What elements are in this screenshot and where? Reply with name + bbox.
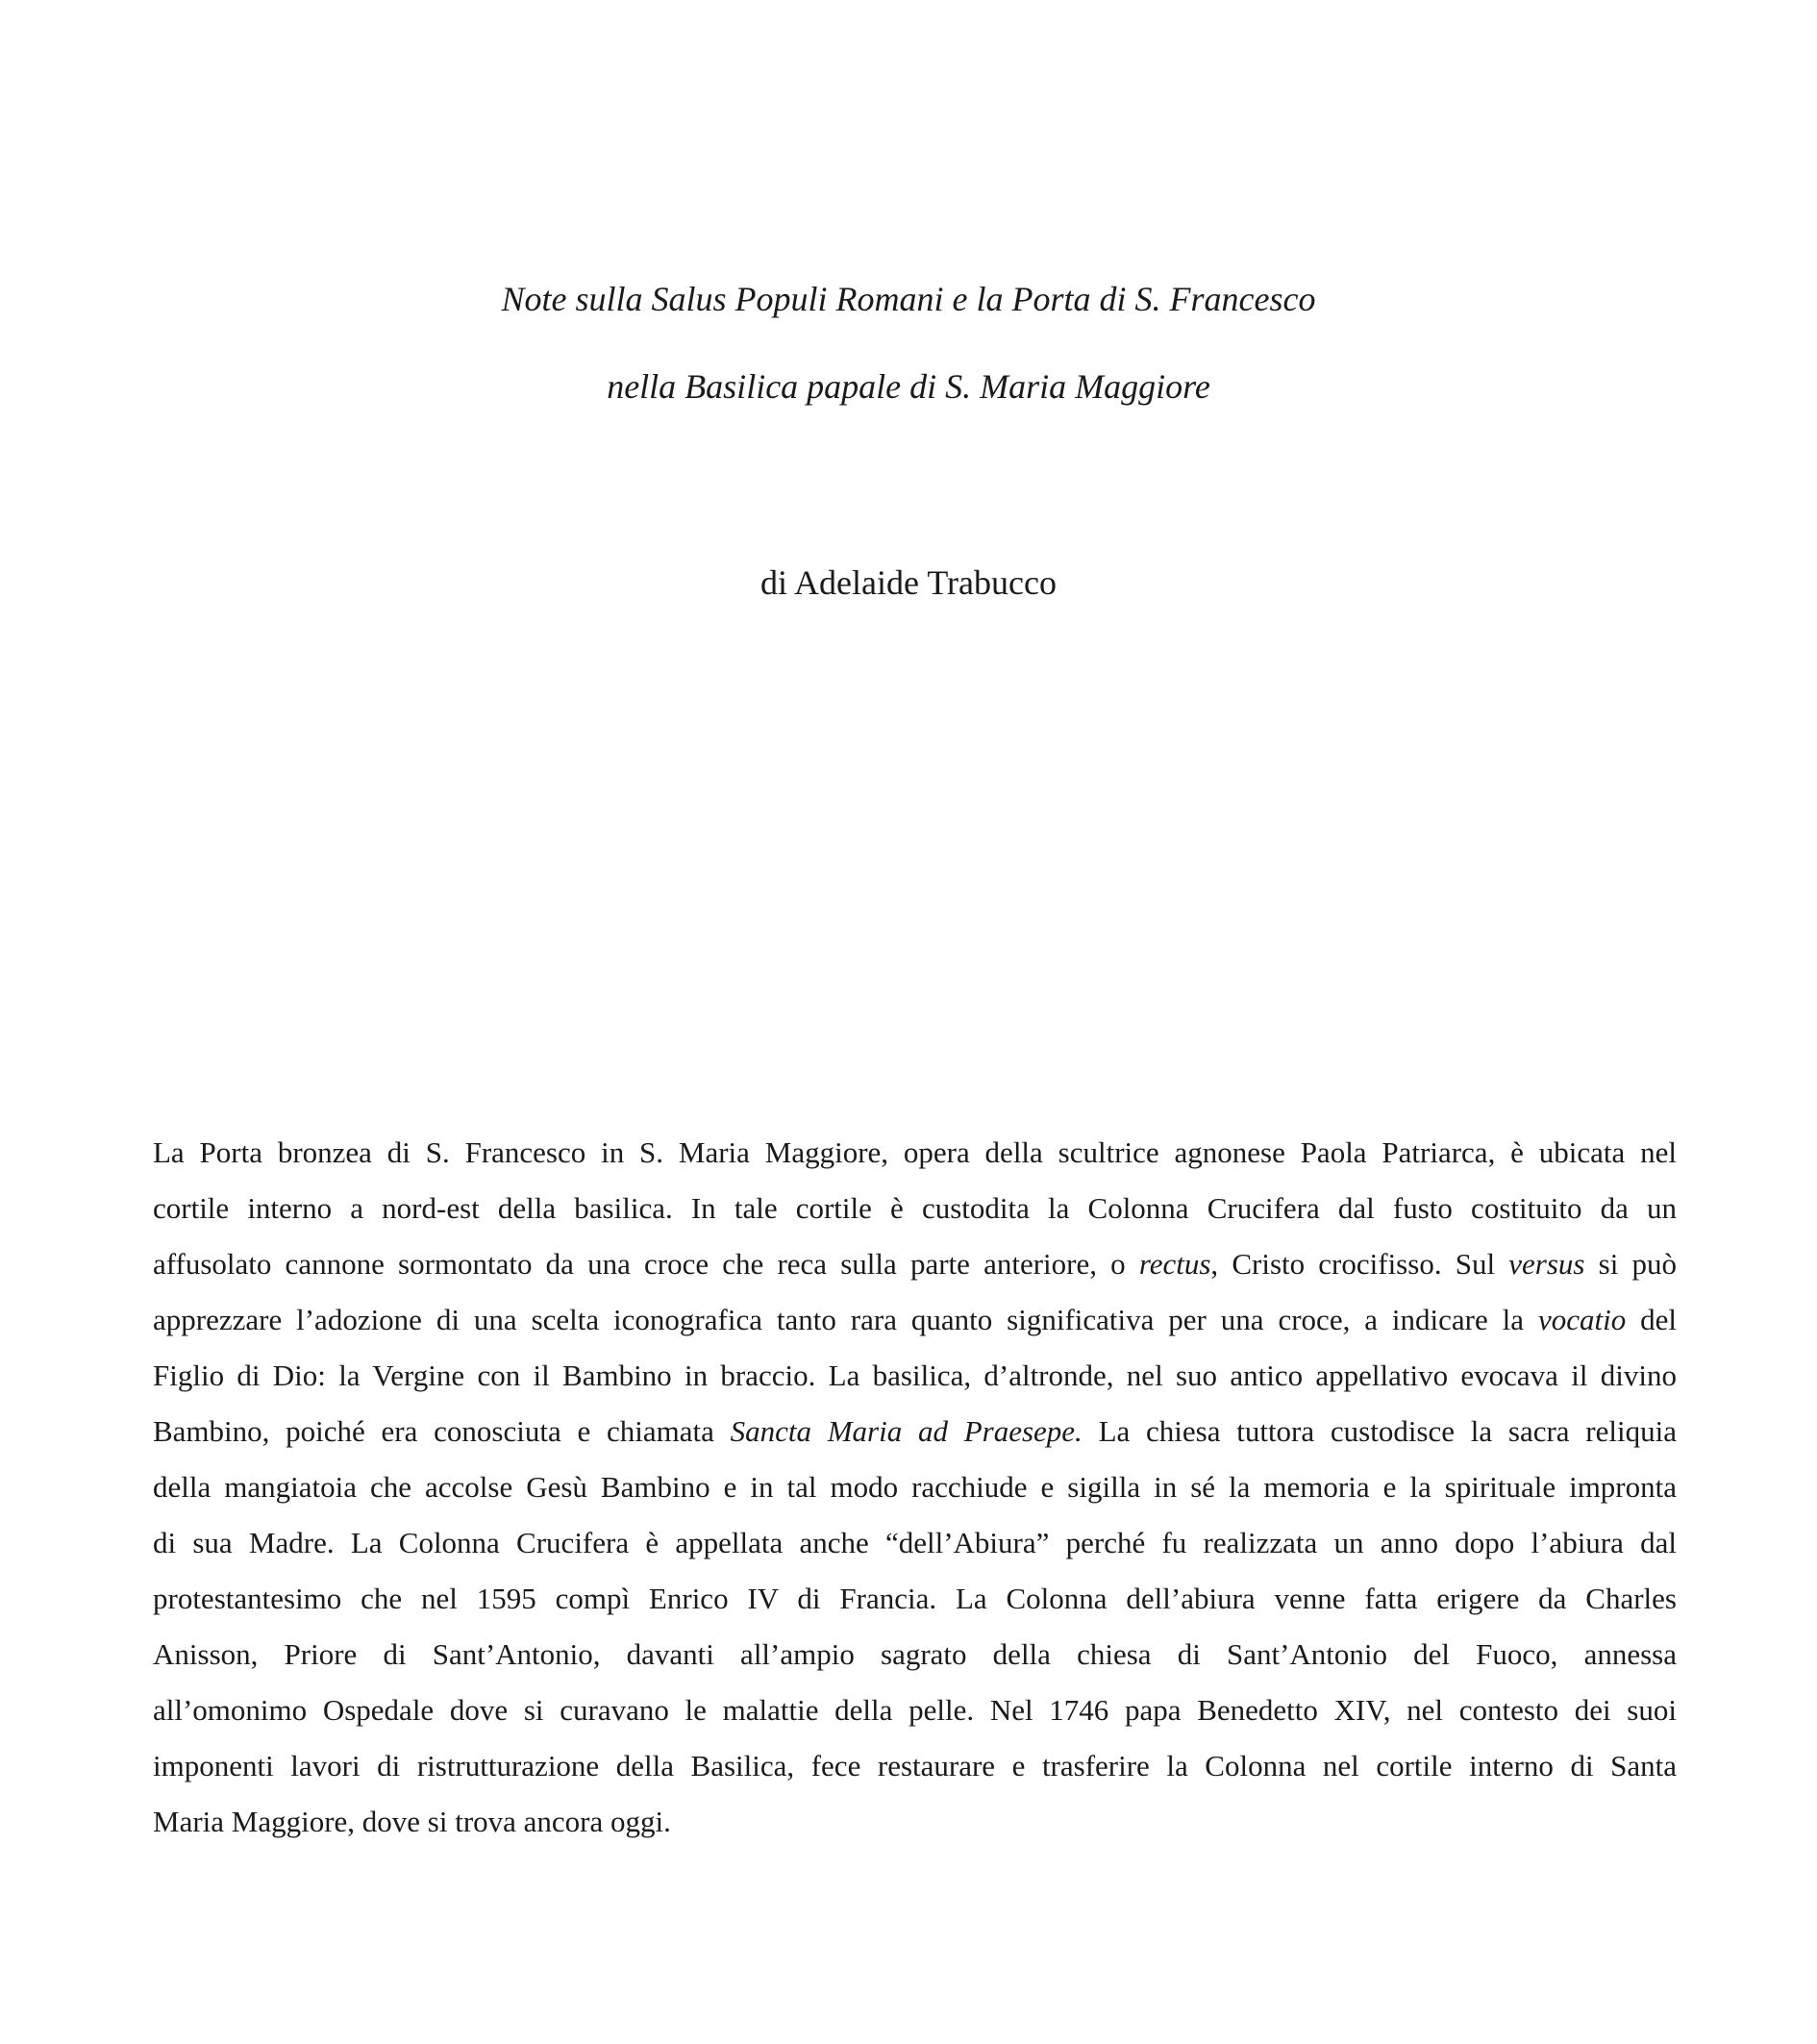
body-line	[153, 1125, 1677, 1181]
body-line	[153, 1459, 1677, 1515]
body-line	[153, 1515, 1677, 1571]
body-text-run: del	[1626, 1303, 1678, 1336]
body-line	[153, 1571, 1677, 1627]
body-text-run: della mangiatoia che accolse Gesù Bambino e in tal modo racchiude e sigilla in sé la memoria e la spirituale impronta	[153, 1470, 1677, 1504]
italic-text: Sancta Maria ad Praesepe.	[730, 1414, 1083, 1448]
author-byline: di Adelaide Trabucco	[760, 563, 1057, 602]
body-text-run: si può	[1584, 1247, 1677, 1281]
body-text-run: apprezzare l’adozione di una scelta iconografica tanto rara quanto significativa per una croce, a indicare la	[153, 1303, 1538, 1336]
body-line	[153, 1794, 1677, 1850]
body-text-run: protestantesimo che nel 1595 compì Enrico IV di Francia. La Colonna dell’abiura venne fatta erigere da Charles	[153, 1582, 1677, 1615]
body-text-run: La chiesa tuttora custodisce la sacra reliquia	[1082, 1414, 1677, 1448]
body-text-run: affusolato cannone sormontato da una croce che reca sulla parte anteriore, o	[153, 1247, 1139, 1281]
body-line	[153, 1738, 1677, 1794]
italic-text: rectus	[1138, 1247, 1211, 1281]
body-text-run: cortile interno a nord-est della basilica. In tale cortile è custodita la Colonna Crucifera dal fusto costituito da un	[153, 1191, 1677, 1225]
body-text-run: di sua Madre. La Colonna Crucifera è appellata anche “dell’Abiura” perché fu realizzata un anno dopo l’abiura dal	[153, 1526, 1677, 1559]
body-text-run: Anisson, Priore di Sant’Antonio, davanti all’ampio sagrato della chiesa di Sant’Antonio del Fuoco, annessa	[153, 1637, 1677, 1671]
italic-text: versus	[1508, 1247, 1585, 1281]
body-line	[153, 1348, 1677, 1404]
body-text-run: Maria Maggiore, dove si trova ancora oggi.	[153, 1805, 671, 1838]
document-title-line-2: nella Basilica papale di S. Maria Maggiore	[607, 367, 1210, 406]
body-line	[153, 1404, 1677, 1459]
body-text-run: Figlio di Dio: la Vergine con il Bambino in braccio. La basilica, d’altronde, nel suo antico appellativo evocava il divino	[153, 1359, 1677, 1392]
body-text-run: all’omonimo Ospedale dove si curavano le malattie della pelle. Nel 1746 papa Benedetto XIV, nel contesto dei suoi	[153, 1693, 1677, 1727]
body-line	[153, 1181, 1677, 1236]
body-text-run: imponenti lavori di ristrutturazione della Basilica, fece restaurare e trasferire la Colonna nel cortile interno di Santa	[153, 1749, 1677, 1782]
italic-text: vocatio	[1537, 1303, 1627, 1336]
document-title-line-1: Note sulla Salus Populi Romani e la Porta di S. Francesco	[501, 280, 1316, 318]
body-line	[153, 1627, 1677, 1683]
body-text-run: , Cristo crocifisso. Sul	[1210, 1247, 1509, 1281]
body-text-run: La Porta bronzea di S. Francesco in S. Maria Maggiore, opera della scultrice agnonese Paola Patriarca, è ubicata nel	[153, 1135, 1677, 1169]
body-line	[153, 1236, 1677, 1292]
body-paragraph	[153, 1125, 1677, 1850]
body-line	[153, 1683, 1677, 1738]
body-line	[153, 1292, 1677, 1348]
body-text-run: Bambino, poiché era conosciuta e chiamata	[153, 1414, 731, 1448]
